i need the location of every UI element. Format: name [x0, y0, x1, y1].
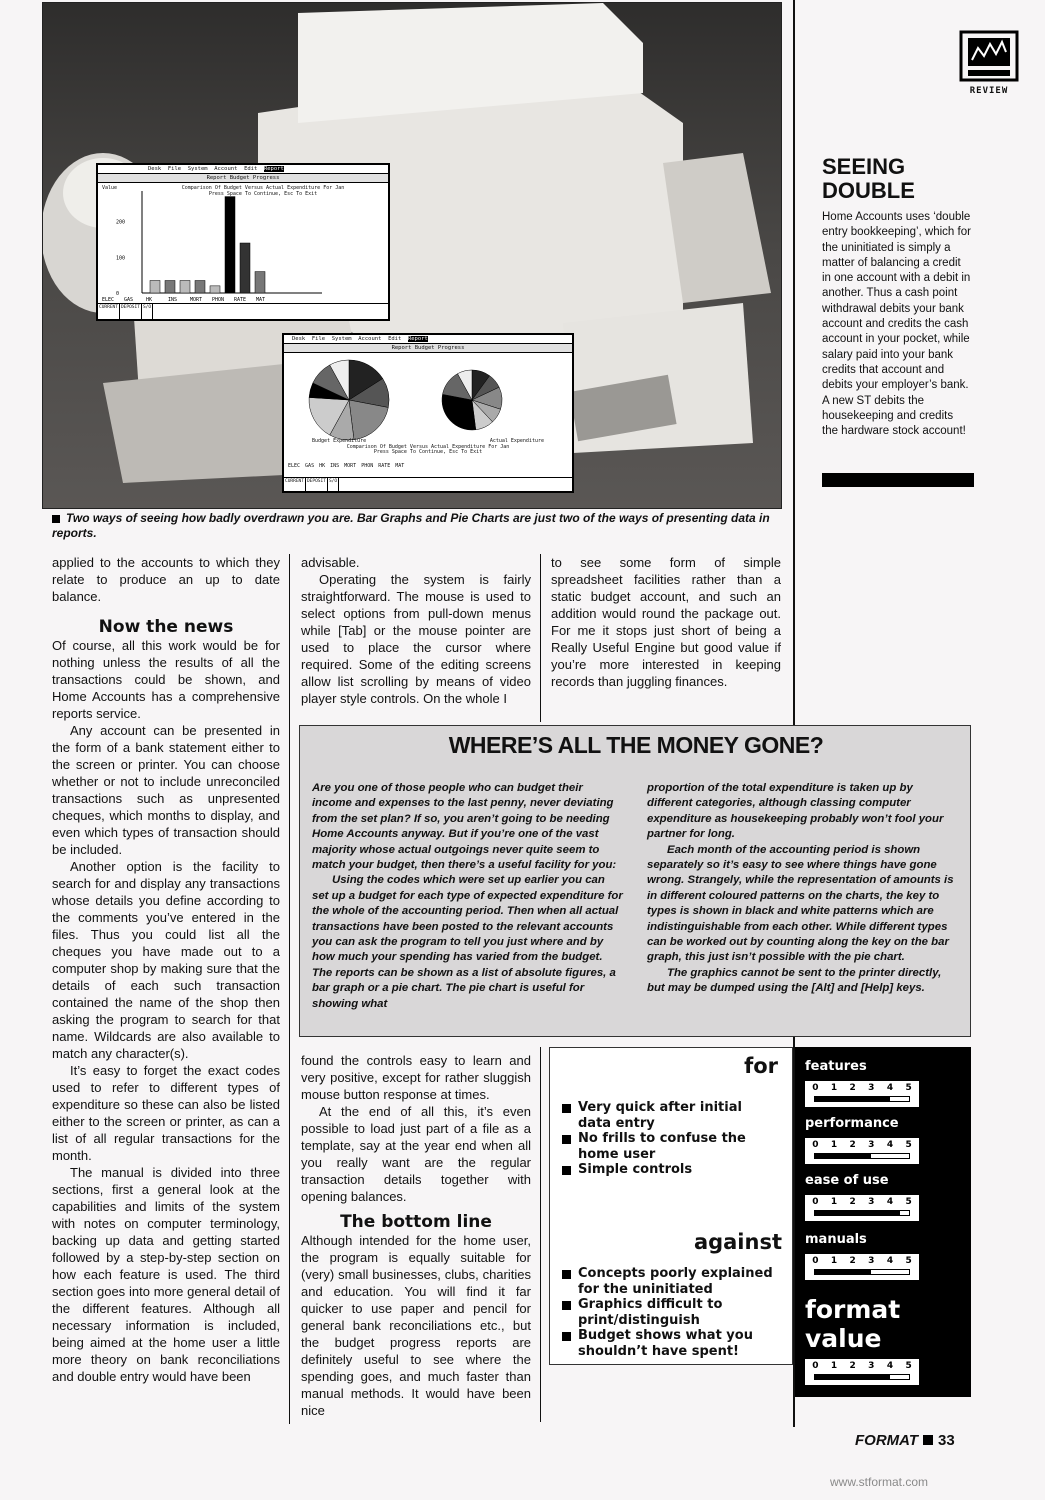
- pie-right-label: Actual Expenditure: [489, 438, 544, 444]
- against-item: Budget shows what you shouldn’t have spent!: [562, 1328, 777, 1359]
- against-item: Graphics difficult to print/distinguish: [562, 1297, 777, 1328]
- rating-meter-ease-of-use: [805, 1195, 919, 1221]
- screen-window-title: Report Budget Progress: [98, 174, 388, 183]
- menu-account[interactable]: Account: [214, 166, 238, 172]
- bar-hk: [180, 281, 190, 294]
- magazine-name: FORMAT: [855, 1432, 919, 1449]
- rating-fill: [815, 1375, 890, 1379]
- rating-scale: [806, 1140, 918, 1150]
- footer-deposit[interactable]: DEPOSIT: [306, 478, 328, 493]
- rating-scale-number: 3: [868, 1361, 875, 1371]
- rating-scale-number: 4: [886, 1197, 894, 1207]
- paragraph: Any account can be presented in the form of a bank statement either to the screen or printer. You can choose whether or not to include unreconciled transactions such as unpresented cheques, which months to display, and even which types of transaction should be included.: [52, 723, 280, 857]
- bar-mort: [210, 286, 220, 293]
- screen-header-line1: Comparison Of Budget Versus Actual Expenditure For Jan: [181, 185, 345, 191]
- sidebar-body: Home Accounts uses ‘double entry bookkeeping’, which for the uninitiated is simply a matter of balancing a credit in one account with a debit in another. Thus a cash point withdrawal debits your bank account and credits the cash account in your pocket, while salary paid into your bank credits that account and debits your employer’s bank. A new ST debits the housekeeping and credits the hardware stock account!: [822, 211, 971, 438]
- rating-scale-number: 1: [830, 1083, 838, 1093]
- article-column-3-top: [551, 554, 781, 690]
- sidebar-bar: [822, 473, 974, 487]
- pie-chart-screen: [282, 333, 574, 493]
- rating-label-performance: performance: [805, 1116, 899, 1131]
- paragraph: proportion of the total expenditure is taken up by different categories, although classing computer expenditure as housekeeping probably won’t fool your partner for long.: [647, 782, 944, 841]
- paragraph: Operating the system is fairly straightforward. The mouse is used to select options from pull-down menus while [Tab] or the mouse pointer are used to place the cursor where required. Some of the editing screens allow list scrolling by means of video player style controls. On the whole I: [301, 572, 531, 706]
- screen-footer: [284, 477, 572, 493]
- screen-axis-label: Value: [102, 185, 118, 191]
- bar-gas: [165, 281, 175, 294]
- page-number: 33: [938, 1432, 955, 1449]
- article-column-1: [52, 554, 280, 1385]
- for-item: Simple controls: [562, 1162, 777, 1178]
- for-item: Very quick after initial data entry: [562, 1100, 777, 1131]
- x-tick-label: MORT: [190, 297, 203, 303]
- paragraph: applied to the accounts to which they relate to produce an up to date balance.: [52, 555, 280, 604]
- against-heading: against: [693, 1230, 782, 1254]
- rating-scale-number: 4: [886, 1256, 894, 1266]
- column-rule: [540, 1047, 541, 1422]
- column-rule: [540, 554, 541, 722]
- rating-scale-number: 1: [830, 1256, 838, 1266]
- computer-monitor-icon: [958, 30, 1020, 82]
- bar-chart-screen: [96, 163, 390, 321]
- bar-elec: [150, 281, 160, 294]
- article-column-2-bottom: [301, 1052, 531, 1419]
- photo-caption: [52, 511, 782, 541]
- screen-footer: [98, 303, 388, 320]
- rating-meter-performance: [805, 1138, 919, 1164]
- rating-scale-number: 0: [812, 1140, 819, 1150]
- paragraph: advisable.: [301, 555, 360, 570]
- rating-label-features: features: [805, 1059, 867, 1074]
- pie-category-label: MAT: [395, 463, 405, 469]
- menu-file[interactable]: File: [311, 336, 326, 342]
- rating-meter-manuals: [805, 1254, 919, 1280]
- pie-category-label: ELEC: [288, 463, 301, 469]
- pie-category-label: MORT: [344, 463, 357, 469]
- pie-category-label: HK: [319, 463, 326, 469]
- pie-category-label: INS: [330, 463, 340, 469]
- for-list: [562, 1100, 777, 1178]
- column-rule: [289, 554, 290, 1424]
- boxout-column-right: [647, 781, 959, 997]
- subheading: Now the news: [98, 617, 234, 637]
- format-value-label: [805, 1295, 900, 1353]
- sidebar-heading: [822, 155, 1002, 203]
- paragraph: Another option is the facility to search for and display any transactions whose details you define according to the comments you’ve entered in the files. Thus you could list all the cheques you have made out to a computer shop by making sure that the details of each such transaction contained the name of the shop then asking the program to search for that name. Wildcards are also available to match any character(s).: [52, 859, 280, 1061]
- rating-fill: [815, 1154, 871, 1158]
- product-photo: [42, 2, 782, 509]
- rating-scale-number: 5: [905, 1256, 912, 1266]
- rating-meter-features: [805, 1081, 919, 1107]
- bar-ins: [195, 281, 205, 294]
- rating-scale-number: 3: [868, 1140, 875, 1150]
- rating-scale-number: 4: [886, 1083, 894, 1093]
- boxout: [299, 725, 971, 1037]
- pie-category-row: [288, 463, 508, 469]
- screen-header-line2: Press Space To Continue, Esc To Exit: [208, 191, 318, 197]
- y-tick-label: 0: [116, 291, 120, 297]
- pie-category-label: RATE: [378, 463, 391, 469]
- rating-scale-number: 0: [812, 1197, 819, 1207]
- screen-menubar: [284, 335, 572, 344]
- paragraph: Each month of the accounting period is shown separately so it’s easy to see where things have gone wrong. Strangely, while the representation of amounts is in different coloured patterns on the charts, the key to types is shown in black and white patterns which are indistinguishable from each other. While different types can be worked out by counting along the key on the bar graph, this just isn’t possible with the pie chart.: [647, 843, 954, 964]
- rating-fill: [815, 1211, 900, 1215]
- x-tick-label: ELEC: [102, 297, 115, 303]
- rating-label-manuals: manuals: [805, 1232, 867, 1247]
- menu-account[interactable]: Account: [358, 336, 382, 342]
- review-label: REVIEW: [969, 86, 1009, 96]
- bullet-square: [923, 1435, 933, 1445]
- paragraph: Using the codes which were set up earlier you can set up a budget for each type of expected expenditure for the whole of the accounting period. Then when all actual transactions have been posted to the relevant accounts you can ask the program to tell you just where and by how much your spending has varied from the budget. The reports can be shown as a list of absolute figures, a bar graph or a pie chart. The pie chart is useful for showing what: [312, 874, 623, 1010]
- rating-scale-number: 2: [849, 1197, 856, 1207]
- bullet-square: [52, 515, 60, 523]
- rating-scale-number: 2: [849, 1083, 856, 1093]
- rating-scale-number: 4: [886, 1361, 894, 1371]
- rating-scale-number: 1: [830, 1140, 838, 1150]
- rating-scale: [806, 1256, 918, 1266]
- column-rule: [793, 0, 795, 725]
- menu-file[interactable]: File: [167, 166, 182, 172]
- ratings-panel: [795, 1047, 971, 1397]
- menu-system[interactable]: System: [187, 166, 208, 172]
- folio: [855, 1432, 955, 1449]
- rating-fill: [815, 1097, 890, 1101]
- rating-scale-number: 3: [868, 1083, 875, 1093]
- rating-scale-number: 3: [868, 1197, 875, 1207]
- review-badge: [958, 30, 1020, 96]
- menu-edit[interactable]: Edit: [244, 166, 258, 172]
- paragraph: At the end of all this, it’s even possible to load just part of a file as a template, say at the year end when all you really want are the regular transaction details together with opening balances.: [301, 1104, 531, 1204]
- against-list: [562, 1266, 777, 1360]
- against-item: Concepts poorly explained for the uninitiated: [562, 1266, 777, 1297]
- pie-category-label: GAS: [305, 463, 315, 469]
- format-value-line2: value: [805, 1324, 882, 1353]
- rating-scale-number: 5: [905, 1361, 912, 1371]
- rating-fill: [815, 1270, 871, 1274]
- sidebar-heading-line1: SEEING: [822, 154, 906, 179]
- menu-edit[interactable]: Edit: [388, 336, 402, 342]
- rating-meter-format-value: [805, 1359, 919, 1385]
- bar-mat: [255, 272, 265, 293]
- rating-label-ease-of-use: ease of use: [805, 1173, 889, 1188]
- footer-deposit[interactable]: DEPOSIT: [120, 304, 142, 320]
- rating-scale-number: 5: [905, 1140, 912, 1150]
- y-tick-label: 100: [116, 255, 126, 262]
- rating-scale-number: 5: [905, 1197, 912, 1207]
- rating-scale-number: 5: [905, 1083, 912, 1093]
- menu-report[interactable]: Report: [407, 336, 428, 342]
- menu-desk[interactable]: Desk: [292, 336, 306, 342]
- rating-scale-number: 0: [812, 1256, 819, 1266]
- subheading: The bottom line: [340, 1212, 492, 1232]
- rating-scale-number: 1: [830, 1197, 838, 1207]
- footer-current[interactable]: CURRENT: [98, 304, 120, 320]
- rating-scale-number: 4: [886, 1140, 894, 1150]
- sidebar-heading-line2: DOUBLE: [822, 178, 915, 203]
- paragraph: found the controls easy to learn and very positive, except for rather sluggish mouse button response at times.: [301, 1053, 531, 1102]
- rating-scale: [806, 1083, 918, 1093]
- rating-scale-number: 0: [812, 1083, 819, 1093]
- caption-text: Two ways of seeing how badly overdrawn you are. Bar Graphs and Pie Charts are just two of the ways of presenting data in reports.: [52, 511, 770, 540]
- for-heading: for: [744, 1054, 778, 1078]
- screen-header-line2: Press Space To Continue, Esc To Exit: [373, 449, 483, 455]
- format-value-line1: format: [805, 1295, 901, 1324]
- menu-system[interactable]: System: [331, 336, 352, 342]
- y-tick-label: 200: [116, 219, 126, 226]
- screen-header-line1: Comparison Of Budget Versus Actual Expenditure For Jan: [346, 443, 510, 450]
- x-tick-label: GAS: [124, 297, 134, 303]
- rating-scale-number: 1: [830, 1361, 838, 1371]
- footer-current[interactable]: CURRENT: [284, 478, 306, 493]
- x-tick-label: HK: [146, 297, 153, 303]
- footer-so[interactable]: S/O: [328, 478, 339, 493]
- rating-scale-number: 0: [812, 1361, 819, 1371]
- rating-scale-number: 2: [849, 1256, 856, 1266]
- rating-scale-number: 3: [868, 1256, 875, 1266]
- screen-window-title: Report Budget Progress: [284, 344, 572, 353]
- x-tick-label: MAT: [256, 297, 266, 303]
- for-item: No frills to confuse the home user: [562, 1131, 777, 1162]
- pie-category-label: PHON: [361, 463, 374, 469]
- bar-chart: [98, 165, 388, 315]
- watermark: www.stformat.com: [830, 1475, 929, 1489]
- x-tick-label: PHON: [212, 297, 225, 303]
- verdict-box: [549, 1047, 793, 1365]
- footer-so[interactable]: S/O: [142, 304, 153, 320]
- x-tick-label: INS: [168, 297, 178, 303]
- paragraph: Are you one of those people who can budget their income and expenses to the last penny, never deviating from the set plan? If so, you aren’t going to be needing Home Accounts anyway. But if you’re one of the vast majority whose actual outgoings never quite seem to match your budget, then there’s a useful facility for you:: [312, 782, 617, 872]
- rating-scale-number: 2: [849, 1140, 856, 1150]
- bar-rate: [240, 243, 250, 293]
- boxout-title: WHERE’S ALL THE MONEY GONE?: [448, 732, 824, 758]
- boxout-column-left: [312, 781, 624, 1012]
- paragraph: to see some form of simple spreadsheet facilities rather than a static budget account, and such an addition would round the package out. For me it stops just short of being a Really Useful Engine but good value if you’re more interested in keeping records than juggling finances.: [551, 555, 781, 689]
- rating-scale-number: 2: [849, 1361, 856, 1371]
- paragraph: Of course, all this work would be for nothing unless the results of all the transactions could be shown, and Home Accounts has a comprehensive reports service.: [52, 638, 280, 721]
- bar-phon: [225, 197, 235, 293]
- menu-report[interactable]: Report: [263, 166, 284, 172]
- rating-scale: [806, 1361, 918, 1371]
- paragraph: The manual is divided into three sections, first a general look at the capabilities and limits of the system with notes on computer terminology, backing up data and getting started followed by a step-by-step section on how each feature is used. The third section goes into more general detail of the different features. Although all necessary information is included, being aimed at the home user a little more theory on bank reconciliations and double entry would have been: [52, 1165, 280, 1384]
- rating-scale: [806, 1197, 918, 1207]
- x-tick-label: RATE: [234, 297, 247, 303]
- paragraph: The graphics cannot be sent to the printer directly, but may be dumped using the [Alt] and [Help] keys.: [647, 966, 942, 995]
- paragraph: It’s easy to forget the exact codes used to refer to different types of expenditure so these can also be listed either to the screen or printer, as can a list of all regular transactions for the month.: [52, 1063, 280, 1163]
- paragraph: Although intended for the home user, the program is equally suitable for (very) small businesses, clubs, charities and education. You will find it far quicker to use paper and pencil for general bank reconciliations etc., but the budget progress reports are definitely useful to see where the spending goes, and much faster than manual methods. It would have been nice: [301, 1233, 531, 1418]
- menu-desk[interactable]: Desk: [148, 166, 162, 172]
- article-column-2-top: [301, 554, 531, 707]
- pie-left-label: Budget Expenditure: [312, 438, 367, 444]
